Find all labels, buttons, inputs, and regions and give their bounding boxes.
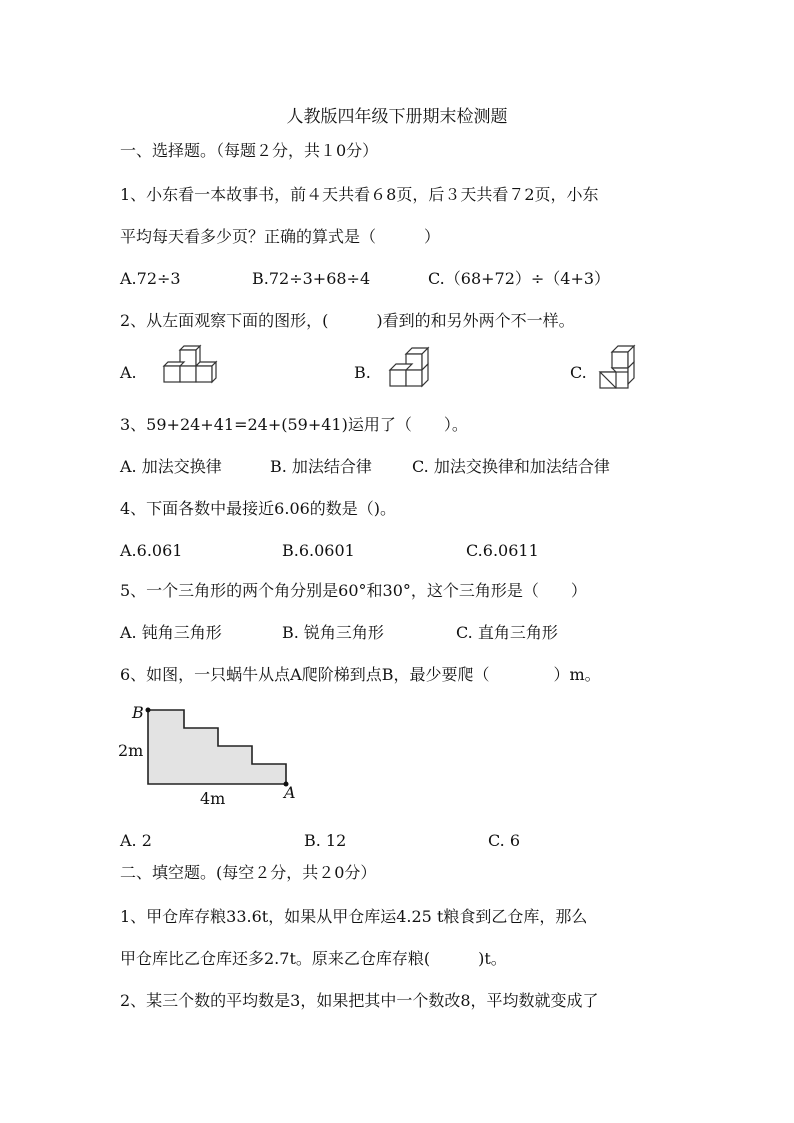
q5-option-a: A. 钝角三角形 [120,623,222,642]
q1-option-a: A.72÷3 [120,269,181,288]
q2-option-c-label: C. [570,363,587,382]
q5-option-b: B. 锐角三角形 [282,623,384,642]
q4-option-c: C.6.0611 [466,541,539,560]
q3-option-b: B. 加法结合律 [270,457,372,476]
q1-text-line1: 1、小东看一本故事书，前４天共看６8页，后３天共看７2页，小东 [120,185,599,204]
s2-q2-line1: 2、某三个数的平均数是3，如果把其中一个数改8，平均数就变成了 [120,991,599,1010]
section1-heading: 一、选择题。（每题２分，共１0分） [120,141,379,160]
q6-text: 6、如图，一只蜗牛从点A爬阶梯到点B，最少要爬（ ）m。 [120,665,601,684]
q4-option-a: A.6.061 [120,541,183,560]
q4-option-b: B.6.0601 [282,541,355,560]
s2-q1-line2: 甲仓库比乙仓库还多2.7t。原来乙仓库存粮( )t。 [120,949,507,968]
point-a-label: A [284,783,296,802]
q2-option-b-label: B. [354,363,371,382]
cube-figure-c [598,344,644,398]
s2-q1-line1: 1、甲仓库存粮33.6t，如果从甲仓库运4.25 t粮食到乙仓库，那么 [120,907,588,926]
q6-option-a: A. 2 [120,831,152,850]
q1-option-c: C.（68+72）÷（4+3） [428,269,611,288]
q2-option-a-label: A. [120,363,137,382]
cube-figure-a [156,346,226,396]
q1-text-line2: 平均每天看多少页？正确的算式是（ ） [120,227,441,246]
q6-option-c: C. 6 [488,831,521,850]
q3-option-c: C. 加法交换律和加法结合律 [412,457,610,476]
cube-figure-b [386,346,446,396]
q3-option-a: A. 加法交换律 [120,457,222,476]
q1-option-b: B.72÷3+68÷4 [252,269,371,288]
q3-text: 3、59+24+41=24+(59+41)运用了（ ）。 [120,415,468,434]
width-label: 4m [200,789,226,808]
section2-heading: 二、填空题。(每空２分，共２0分） [120,863,377,882]
q2-text: 2、从左面观察下面的图形，( )看到的和另外两个不一样。 [120,311,575,330]
q5-text: 5、一个三角形的两个角分别是60°和30°，这个三角形是（ ） [120,581,587,600]
q4-text: 4、下面各数中最接近6.06的数是（)。 [120,499,397,518]
page-title: 人教版四年级下册期末检测题 [286,107,508,127]
q5-option-c: C. 直角三角形 [456,623,558,642]
point-b-label: B [132,703,144,722]
q6-option-b: B. 12 [304,831,347,850]
height-label: 2m [118,741,144,760]
